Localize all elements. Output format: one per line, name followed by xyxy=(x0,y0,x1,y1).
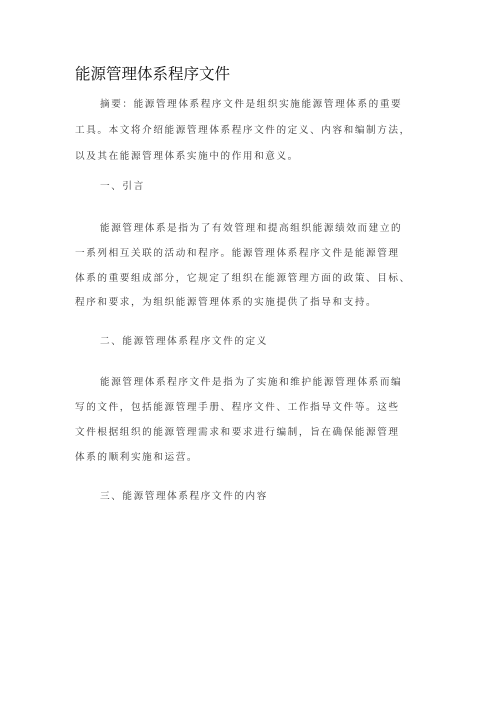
section-2-line-3: 文件根据组织的能源管理需求和要求进行编制，旨在确保能源管理 xyxy=(75,427,400,438)
document-title: 能源管理体系程序文件 xyxy=(75,65,231,83)
abstract-line-2: 工具。本文将介绍能源管理体系程序文件的定义、内容和编制方法， xyxy=(75,125,411,136)
section-2-heading: 二、能源管理体系程序文件的定义 xyxy=(100,336,268,347)
section-2-line-4: 体系的顺利实施和运营。 xyxy=(75,452,199,463)
section-1-line-2: 一系列相互关联的活动和程序。能源管理体系程序文件是能源管理 xyxy=(75,248,400,259)
abstract-line-1: 摘要：能源管理体系程序文件是组织实施能源管理体系的重要 xyxy=(100,99,403,110)
section-1-line-3: 体系的重要组成部分，它规定了组织在能源管理方面的政策、目标、 xyxy=(75,273,411,284)
section-1-line-4: 程序和要求，为组织能源管理体系的实施提供了指导和支持。 xyxy=(75,297,378,308)
section-2-line-1: 能源管理体系程序文件是指为了实施和维护能源管理体系而编 xyxy=(100,377,403,388)
section-3-heading: 三、能源管理体系程序文件的内容 xyxy=(100,491,268,502)
section-1-line-1: 能源管理体系是指为了有效管理和提高组织能源绩效而建立的 xyxy=(100,223,403,234)
section-2-line-2: 写的文件，包括能源管理手册、程序文件、工作指导文件等。这些 xyxy=(75,402,400,413)
section-1-heading: 一、引言 xyxy=(100,181,145,192)
abstract-line-3: 以及其在能源管理体系实施中的作用和意义。 xyxy=(75,151,299,162)
